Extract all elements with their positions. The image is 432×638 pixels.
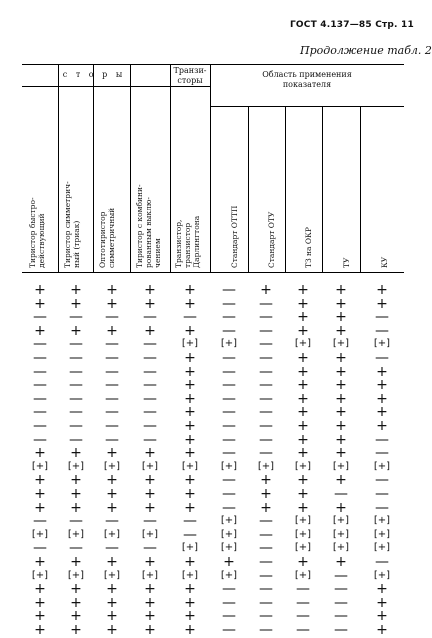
table-cell: — <box>105 390 119 407</box>
table-cell: + <box>34 554 46 570</box>
table-cell: + <box>144 608 156 625</box>
table-cell: + <box>297 295 309 312</box>
table-cell: + <box>106 594 118 611</box>
col-divider <box>170 64 171 273</box>
table-cell: [+] <box>373 515 391 527</box>
table-cell: + <box>184 390 196 407</box>
table-cell: + <box>297 431 309 448</box>
table-cell: + <box>297 282 309 298</box>
table-cell: — <box>69 390 83 407</box>
table-cell: — <box>259 608 273 625</box>
column-header-label: КУ <box>380 256 389 268</box>
table-cell: — <box>222 622 236 638</box>
table-cell: — <box>334 594 348 611</box>
table-cell: — <box>143 418 157 434</box>
table-cell: + <box>144 581 156 598</box>
table-cell: [+] <box>373 569 391 581</box>
column-header-label: Транзистор, транзистор Дарлингтона <box>174 215 201 268</box>
table-cell: [+] <box>294 528 312 540</box>
table-cell: — <box>259 554 273 570</box>
table-cell: — <box>143 336 157 353</box>
table-cell: + <box>70 554 82 570</box>
column-header-label: Тиристор с комбини- рованным выклю- чением <box>135 184 162 268</box>
table-cell: — <box>33 431 47 448</box>
col-divider <box>130 64 131 273</box>
table-cell: — <box>259 390 273 407</box>
table-cell: — <box>296 594 310 611</box>
table-cell: [+] <box>220 542 238 554</box>
col-divider <box>285 106 286 273</box>
table-cell: — <box>222 363 236 380</box>
table-cell: — <box>143 390 157 407</box>
table-cell: + <box>106 499 118 516</box>
table-cell: — <box>334 608 348 625</box>
table-cell: — <box>259 295 273 312</box>
table-cell: — <box>33 540 47 557</box>
table-cell: [+] <box>220 569 238 581</box>
table-cell: + <box>335 282 347 298</box>
table-cell: — <box>33 377 47 394</box>
table-cell: + <box>297 472 309 489</box>
table-cell: + <box>376 390 388 407</box>
table-cell: + <box>297 390 309 407</box>
table-cell: — <box>222 608 236 625</box>
table-cell: — <box>259 363 273 380</box>
table-cell: [+] <box>220 528 238 540</box>
table-cell: [+] <box>181 338 199 350</box>
table-cell: + <box>34 608 46 625</box>
table-cell: — <box>222 404 236 421</box>
table-cell: — <box>69 513 83 530</box>
table-cell: + <box>223 554 235 570</box>
table-cell: [+] <box>181 542 199 554</box>
table-cell: + <box>335 309 347 326</box>
table-cell: [+] <box>294 542 312 554</box>
table-cell: — <box>33 513 47 530</box>
table-cell: + <box>335 322 347 339</box>
table-cell: [+] <box>373 542 391 554</box>
table-cell: — <box>375 472 389 489</box>
table-cell: [+] <box>332 460 350 472</box>
table-cell: + <box>297 322 309 339</box>
table-cell: [+] <box>67 460 85 472</box>
table-cell: [+] <box>31 569 49 581</box>
table-cell: — <box>222 282 236 298</box>
table-cell: — <box>222 472 236 489</box>
table-cell: + <box>144 594 156 611</box>
column-header-label: Тиристор быстро- действующий <box>28 197 46 268</box>
table-cell: [+] <box>220 515 238 527</box>
table-cell: + <box>376 608 388 625</box>
table-cell: — <box>259 350 273 366</box>
table-cell: + <box>34 282 46 298</box>
table-cell: + <box>34 445 46 462</box>
col-divider <box>210 64 211 273</box>
table-cell: — <box>222 445 236 462</box>
table-cell: + <box>184 554 196 570</box>
table-cell: + <box>335 445 347 462</box>
table-cell: + <box>376 282 388 298</box>
table-continuation-title: Продолжение табл. 2 <box>300 44 432 57</box>
table-cell: — <box>69 404 83 421</box>
table-cell: — <box>259 377 273 394</box>
column-header-label: ТУ <box>342 257 351 268</box>
table-cell: + <box>335 554 347 570</box>
table-cell: + <box>376 295 388 312</box>
table-cell: + <box>184 622 196 638</box>
table-cell: — <box>375 350 389 366</box>
table-cell: + <box>297 363 309 380</box>
table-cell: — <box>105 513 119 530</box>
table-cell: — <box>69 363 83 380</box>
table-cell: + <box>106 282 118 298</box>
table-cell: — <box>259 322 273 339</box>
table-cell: + <box>144 295 156 312</box>
table-cell: + <box>297 418 309 434</box>
table-cell: — <box>259 594 273 611</box>
table-cell: — <box>143 513 157 530</box>
table-cell: + <box>335 418 347 434</box>
table-cell: + <box>70 608 82 625</box>
table-cell: + <box>376 581 388 598</box>
column-header-label: Тиристор симметрич- ный (триак) <box>63 181 81 268</box>
table-cell: + <box>106 554 118 570</box>
table-cell: + <box>106 622 118 638</box>
table-cell: [+] <box>373 338 391 350</box>
table-cell: + <box>70 499 82 516</box>
table-cell: — <box>183 513 197 530</box>
group-header-application: Область применения показателя <box>262 70 352 89</box>
table-cell: [+] <box>373 460 391 472</box>
table-top-rule <box>22 64 404 65</box>
table-cell: + <box>184 418 196 434</box>
column-header-label: ТЗ на ОКР <box>304 227 313 268</box>
table-cell: + <box>260 499 272 516</box>
table-cell: — <box>143 404 157 421</box>
table-cell: + <box>34 499 46 516</box>
table-cell: + <box>297 486 309 502</box>
table-cell: + <box>70 594 82 611</box>
table-cell: [+] <box>141 460 159 472</box>
table-cell: — <box>259 445 273 462</box>
table-cell: + <box>106 581 118 598</box>
table-cell: — <box>222 390 236 407</box>
table-cell: + <box>335 295 347 312</box>
table-cell: — <box>33 363 47 380</box>
table-cell: — <box>375 431 389 448</box>
table-cell: — <box>259 336 273 353</box>
table-cell: [+] <box>31 528 49 540</box>
table-cell: + <box>34 594 46 611</box>
table-cell: [+] <box>141 569 159 581</box>
table-cell: — <box>143 309 157 326</box>
column-header-label: Стандарт ОТТП <box>230 205 239 268</box>
table-cell: — <box>143 431 157 448</box>
table-cell: [+] <box>67 528 85 540</box>
table-cell: [+] <box>294 338 312 350</box>
table-cell: — <box>183 526 197 543</box>
table-cell: [+] <box>103 528 121 540</box>
table-cell: — <box>143 363 157 380</box>
table-cell: + <box>297 499 309 516</box>
table-cell: + <box>70 472 82 489</box>
table-cell: — <box>259 431 273 448</box>
table-cell: + <box>34 581 46 598</box>
table-cell: [+] <box>294 515 312 527</box>
table-cell: — <box>296 608 310 625</box>
table-cell: + <box>335 404 347 421</box>
table-cell: + <box>106 295 118 312</box>
table-cell: + <box>34 322 46 339</box>
table-cell: — <box>222 295 236 312</box>
table-cell: — <box>183 309 197 326</box>
table-cell: — <box>222 309 236 326</box>
group-rule-mid <box>170 86 210 87</box>
table-cell: + <box>297 554 309 570</box>
table-cell: + <box>34 295 46 312</box>
table-cell: + <box>144 499 156 516</box>
table-cell: + <box>144 322 156 339</box>
table-cell: + <box>335 499 347 516</box>
table-cell: [+] <box>141 528 159 540</box>
table-cell: + <box>376 418 388 434</box>
table-cell: [+] <box>103 569 121 581</box>
table-cell: — <box>69 309 83 326</box>
table-cell: — <box>222 418 236 434</box>
table-cell: + <box>184 322 196 339</box>
table-cell: + <box>184 363 196 380</box>
table-cell: + <box>106 445 118 462</box>
table-cell: + <box>70 282 82 298</box>
group-rule-right <box>210 106 404 107</box>
table-cell: [+] <box>332 338 350 350</box>
table-cell: — <box>259 513 273 530</box>
table-cell: — <box>105 431 119 448</box>
table-cell: + <box>106 322 118 339</box>
table-cell: — <box>375 554 389 570</box>
col-divider <box>322 106 323 273</box>
table-cell: — <box>33 309 47 326</box>
table-cell: [+] <box>294 569 312 581</box>
table-cell: — <box>33 336 47 353</box>
table-cell: + <box>144 622 156 638</box>
table-cell: + <box>260 472 272 489</box>
table-cell: + <box>376 363 388 380</box>
column-header-label: Стандарт ОТУ <box>267 211 276 268</box>
table-cell: — <box>143 350 157 366</box>
table-cell: + <box>184 282 196 298</box>
table-cell: + <box>144 472 156 489</box>
table-cell: — <box>69 350 83 366</box>
table-cell: — <box>105 540 119 557</box>
table-cell: + <box>376 377 388 394</box>
table-cell: [+] <box>332 528 350 540</box>
table-cell: + <box>184 445 196 462</box>
table-cell: — <box>296 622 310 638</box>
table-cell: — <box>143 540 157 557</box>
table-cell: — <box>69 431 83 448</box>
col-divider <box>58 64 59 273</box>
table-cell: — <box>33 404 47 421</box>
table-cell: + <box>34 486 46 502</box>
table-cell: + <box>184 472 196 489</box>
table-cell: + <box>335 350 347 366</box>
table-header-bottom-rule <box>22 272 404 273</box>
table-cell: + <box>335 363 347 380</box>
table-cell: — <box>69 540 83 557</box>
table-cell: — <box>296 581 310 598</box>
table-cell: — <box>259 567 273 584</box>
table-cell: — <box>222 377 236 394</box>
table-cell: + <box>34 472 46 489</box>
table-cell: + <box>184 350 196 366</box>
table-cell: + <box>184 594 196 611</box>
table-cell: + <box>184 295 196 312</box>
page-header: ГОСТ 4.137—85 Стр. 11 <box>290 20 414 30</box>
table-cell: — <box>222 486 236 502</box>
table-cell: + <box>184 581 196 598</box>
table-cell: [+] <box>181 569 199 581</box>
table-cell: [+] <box>257 460 275 472</box>
table-cell: — <box>105 404 119 421</box>
table-cell: — <box>222 499 236 516</box>
table-cell: — <box>375 486 389 502</box>
table-cell: + <box>106 608 118 625</box>
table-cell: + <box>335 377 347 394</box>
table-cell: + <box>335 431 347 448</box>
table-cell: — <box>259 418 273 434</box>
table-cell: + <box>34 622 46 638</box>
table-cell: [+] <box>31 460 49 472</box>
table-cell: + <box>106 486 118 502</box>
col-divider <box>93 64 94 273</box>
table-cell: — <box>105 418 119 434</box>
table-cell: — <box>105 309 119 326</box>
table-cell: [+] <box>294 460 312 472</box>
table-cell: + <box>297 445 309 462</box>
table-cell: — <box>375 499 389 516</box>
table-cell: [+] <box>220 460 238 472</box>
table-cell: — <box>375 309 389 326</box>
table-cell: + <box>70 322 82 339</box>
table-cell: — <box>105 350 119 366</box>
table-cell: [+] <box>67 569 85 581</box>
table-cell: + <box>184 486 196 502</box>
table-cell: — <box>259 526 273 543</box>
table-cell: + <box>376 594 388 611</box>
table-cell: — <box>375 322 389 339</box>
table-cell: [+] <box>332 542 350 554</box>
group-header-thyristors: с т о р ы <box>62 70 126 79</box>
table-cell: — <box>105 377 119 394</box>
table-cell: — <box>222 322 236 339</box>
table-cell: — <box>105 336 119 353</box>
table-cell: — <box>222 581 236 598</box>
table-cell: — <box>334 622 348 638</box>
table-cell: — <box>334 581 348 598</box>
column-header-label: Оптотиристор симметричный <box>98 207 116 268</box>
table-cell: + <box>260 282 272 298</box>
table-cell: + <box>70 295 82 312</box>
table-cell: + <box>144 282 156 298</box>
table-cell: + <box>184 431 196 448</box>
table-cell: — <box>69 418 83 434</box>
table-cell: — <box>143 377 157 394</box>
table-cell: — <box>259 540 273 557</box>
col-divider <box>360 106 361 273</box>
table-cell: + <box>70 622 82 638</box>
table-cell: — <box>222 431 236 448</box>
table-cell: — <box>69 377 83 394</box>
table-cell: — <box>105 363 119 380</box>
table-cell: + <box>184 499 196 516</box>
table-cell: — <box>33 350 47 366</box>
table-cell: [+] <box>332 515 350 527</box>
table-cell: + <box>184 608 196 625</box>
table-cell: + <box>144 445 156 462</box>
table-cell: [+] <box>181 460 199 472</box>
table-cell: + <box>260 486 272 502</box>
table-cell: + <box>297 350 309 366</box>
table-cell: — <box>259 404 273 421</box>
group-header-transistors: Транзи- сторы <box>173 66 207 85</box>
table-cell: + <box>70 445 82 462</box>
table-cell: + <box>297 309 309 326</box>
table-cell: — <box>222 350 236 366</box>
table-cell: — <box>259 309 273 326</box>
table-cell: [+] <box>220 338 238 350</box>
col-divider <box>248 106 249 273</box>
table-cell: + <box>70 486 82 502</box>
table-cell: — <box>334 486 348 502</box>
table-cell: — <box>259 622 273 638</box>
table-cell: + <box>70 581 82 598</box>
table-cell: + <box>144 486 156 502</box>
table-cell: — <box>222 594 236 611</box>
table-cell: + <box>184 404 196 421</box>
table-cell: + <box>184 377 196 394</box>
table-cell: + <box>335 472 347 489</box>
table-cell: + <box>335 390 347 407</box>
table-cell: [+] <box>103 460 121 472</box>
table-cell: — <box>259 581 273 598</box>
table-cell: — <box>33 418 47 434</box>
table-cell: — <box>375 445 389 462</box>
table-cell: — <box>69 336 83 353</box>
table-cell: + <box>144 554 156 570</box>
group-rule-left <box>22 86 170 87</box>
table-cell: + <box>376 404 388 421</box>
table-cell: + <box>376 622 388 638</box>
table-cell: + <box>297 404 309 421</box>
table-cell: — <box>334 567 348 584</box>
table-cell: + <box>297 377 309 394</box>
table-cell: — <box>33 390 47 407</box>
table-cell: + <box>106 472 118 489</box>
table-cell: [+] <box>373 528 391 540</box>
